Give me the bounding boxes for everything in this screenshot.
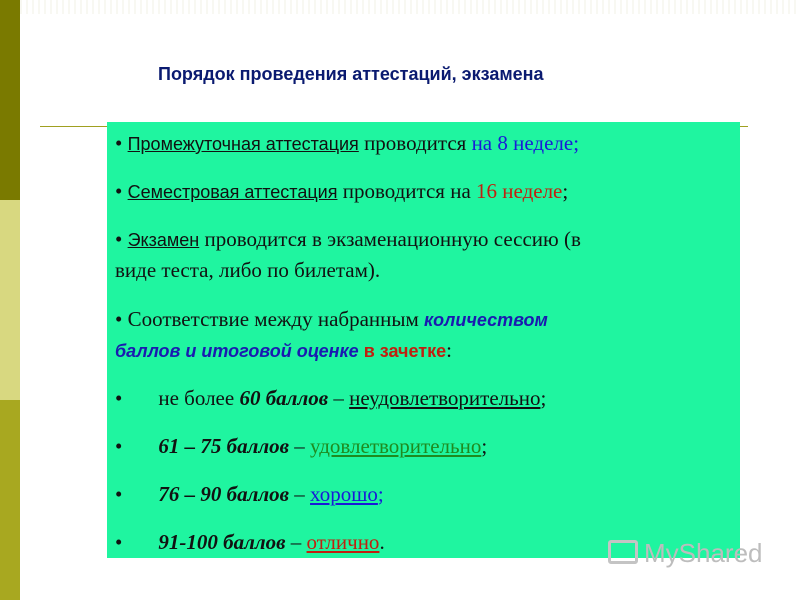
bullet: • xyxy=(115,179,123,203)
line-interim xyxy=(115,131,579,156)
corr-book: в зачетке xyxy=(358,341,447,361)
line-exam xyxy=(115,227,581,252)
side-bar-middle xyxy=(0,200,20,400)
grade-good-label: хорошо xyxy=(310,482,378,506)
corr-emph: количеством xyxy=(424,310,548,330)
grade-fail-dash: – xyxy=(328,386,350,410)
slide-title: Порядок проведения аттестаций, экзамена xyxy=(158,64,544,84)
corr-text: Соответствие между набранным xyxy=(122,307,425,331)
interim-end: ; xyxy=(573,131,580,155)
corr-end: : xyxy=(446,338,452,362)
interim-term: Промежуточная аттестация xyxy=(127,134,359,154)
semester-end: ; xyxy=(562,179,569,203)
grade-sat-points: 61 – 75 баллов xyxy=(158,434,290,458)
monitor-icon xyxy=(608,540,638,564)
grade-exc-label: отлично xyxy=(306,530,380,554)
side-bar-bottom xyxy=(0,400,20,600)
grade-exc-points: 91-100 баллов xyxy=(158,530,286,554)
corr-emph-2: баллов и итоговой оценке xyxy=(115,341,359,361)
watermark-text: MyShared xyxy=(644,538,763,568)
grade-fail-label: неудовлетворительно xyxy=(349,386,541,410)
line-semester xyxy=(115,179,568,204)
grade-fail-pre: не более xyxy=(158,386,240,410)
line-correspondence xyxy=(115,307,548,332)
grade-fail-points: 60 баллов xyxy=(239,386,329,410)
interim-text: проводится xyxy=(358,131,472,155)
grade-good-dash: – xyxy=(289,482,311,506)
grade-good-points: 76 – 90 баллов xyxy=(158,482,290,506)
grade-satisfactory xyxy=(115,434,487,459)
semester-text: проводится на xyxy=(337,179,477,203)
bullet: • xyxy=(115,227,123,251)
grade-sat-dash: – xyxy=(289,434,311,458)
bullet: • xyxy=(115,131,123,155)
semester-term: Семестровая аттестация xyxy=(127,182,338,202)
exam-term: Экзамен xyxy=(127,230,200,250)
bullet: • xyxy=(115,386,123,410)
watermark xyxy=(608,538,763,569)
grade-good-end: ; xyxy=(377,482,384,506)
bullet: • xyxy=(115,307,123,331)
interim-week: на 8 неделе xyxy=(471,131,574,155)
semester-week: 16 неделе xyxy=(476,179,563,203)
bullet: • xyxy=(115,434,123,458)
grade-good xyxy=(115,482,384,507)
grade-exc-end: . xyxy=(379,530,385,554)
exam-text: проводится в экзаменационную сессию (в xyxy=(199,227,581,251)
top-dotted-band xyxy=(20,0,800,14)
side-bar-top xyxy=(0,0,20,200)
line-exam-cont: виде теста, либо по билетам). xyxy=(115,258,381,282)
bullet: • xyxy=(115,482,123,506)
bullet: • xyxy=(115,530,123,554)
grade-exc-dash: – xyxy=(285,530,307,554)
grade-excellent xyxy=(115,530,385,555)
grade-fail xyxy=(115,386,546,411)
grade-sat-end: ; xyxy=(481,434,488,458)
grade-fail-end: ; xyxy=(540,386,547,410)
grade-sat-label: удовлетворительно xyxy=(310,434,482,458)
line-correspondence-cont xyxy=(115,338,452,363)
